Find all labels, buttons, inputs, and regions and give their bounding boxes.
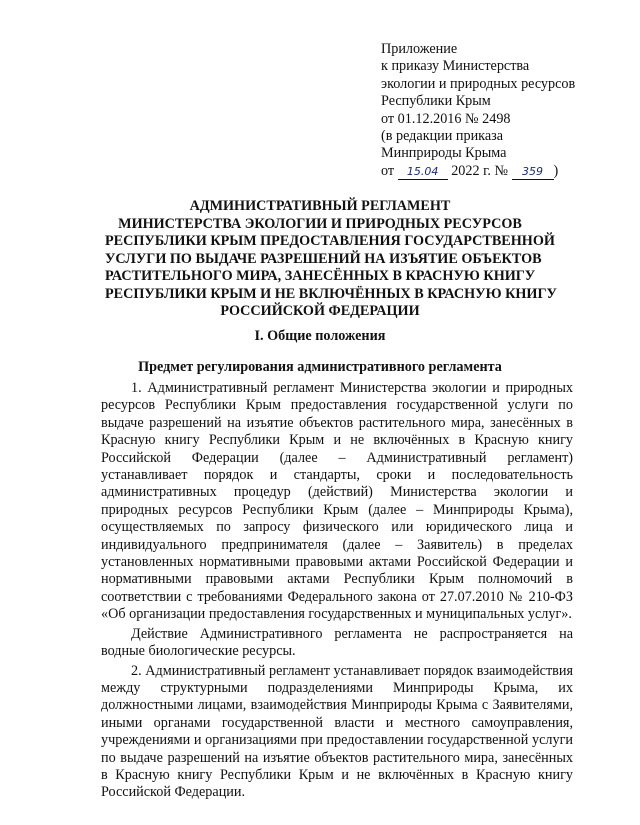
handwritten-number: 359 — [512, 165, 554, 180]
paragraph: 1. Административный регламент Министерства экологии и природных ресурсов Республики Крым предоставления государственной услуги по выдаче разрешений на изъятие объектов растительного мира, занесённых в Красную книгу Республики Крым и не включённых в Красную книгу Российской Федерации (далее – Административный регламент) устанавливает порядок и стандарты, сроки и последовательность административных процедур (действий) Министерства экологии и природных ресурсов Республики Крым (далее – Минприроды Крыма), осуществляемых по запросу физического или юридического лица и индивидуального предпринимателя (далее – Заявитель) в пределах установленных нормативными правовыми актами Российской Федерации и нормативными правовыми актами Республики Крым полномочий в соответствии с требованиями Федерального закона от 27.07.2010 № 210-ФЗ «Об организации предоставления государственных и муниципальных услуг». — [101, 380, 573, 623]
paragraph: Действие Административного регламента не распространяется на водные биологические ресурсы. — [101, 625, 573, 660]
paragraph: 2. Административный регламент устанавливает порядок взаимодействия между структурными подразделениями Минприроды Крыма, их должностными лицами, взаимодействия Минприроды Крыма с Заявителями, иными органами государственной власти и местного самоуправления, учреждениями и организациями при предоставлении государственной услуги по выдаче разрешений на изъятие объектов растительного мира, занесённых в Красную книгу Республики Крым и не включённых в Красную книгу Российской Федерации. — [101, 662, 573, 801]
title-line: МИНИСТЕРСТВА ЭКОЛОГИИ И ПРИРОДНЫХ РЕСУРСОВ — [118, 215, 522, 232]
appendix-line: Республики Крым — [381, 93, 491, 110]
appendix-date-line — [381, 163, 621, 180]
title-line: АДМИНИСТРАТИВНЫЙ РЕГЛАМЕНТ — [189, 198, 451, 214]
number-sign: № — [494, 162, 508, 179]
document-title — [105, 198, 557, 321]
appendix-line: Минприроды Крыма — [381, 145, 507, 162]
appendix-line: к приказу Министерства — [381, 58, 530, 75]
appendix-line: (в редакции приказа — [381, 128, 504, 145]
appendix-line: экологии и природных ресурсов — [381, 75, 576, 92]
document-body — [101, 380, 573, 804]
title-line: РОССИЙСКОЙ ФЕДЕРАЦИИ — [220, 303, 420, 319]
section-heading: I. Общие положения — [254, 328, 386, 344]
subsection-heading: Предмет регулирования административного регламента — [138, 359, 502, 375]
title-line: УСЛУГИ ПО ВЫДАЧЕ РАЗРЕШЕНИЙ НА ИЗЪЯТИЕ ОБЪЕКТОВ — [105, 250, 542, 267]
title-line: РЕСПУБЛИКИ КРЫМ ПРЕДОСТАВЛЕНИЯ ГОСУДАРСТВЕННОЙ — [105, 233, 555, 249]
title-line: РАСТИТЕЛЬНОГО МИРА, ЗАНЕСЁННЫХ В КРАСНУЮ КНИГУ — [105, 268, 536, 284]
handwritten-date: 15.04 — [398, 165, 448, 180]
year-text: 2022 г. — [451, 162, 491, 179]
appendix-block — [381, 41, 621, 180]
title-line: РЕСПУБЛИКИ КРЫМ И НЕ ВКЛЮЧЁННЫХ В КРАСНУЮ КНИГУ — [105, 285, 557, 302]
appendix-line: Приложение — [381, 41, 458, 57]
close-paren: ) — [553, 162, 559, 179]
appendix-line: от 01.12.2016 № 2498 — [381, 110, 511, 127]
date-prefix: от — [381, 162, 395, 179]
